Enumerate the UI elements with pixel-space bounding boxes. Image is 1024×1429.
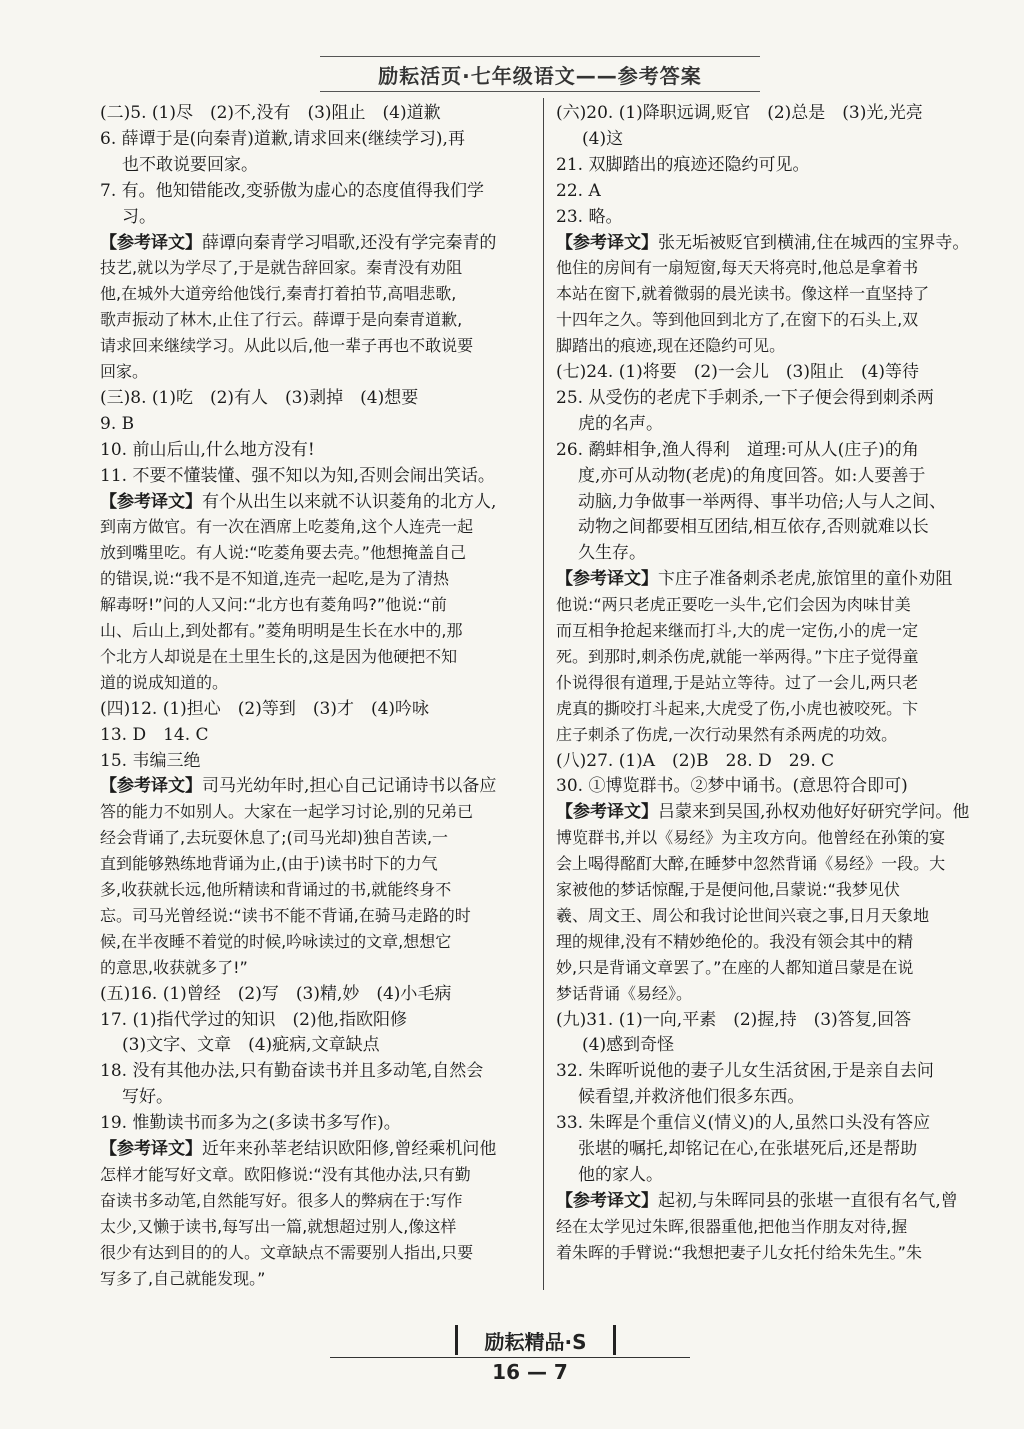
line-text: 33. 朱晖是个重信义(情义)的人,虽然口头没有答应 (556, 1113, 931, 1134)
line-text: 本站在窗下,就着微弱的晨光读书。像这样一直坚持了 (556, 284, 930, 304)
line-text: 的意思,收获就多了!” (100, 957, 248, 977)
line-text: 会上喝得酩酊大醉,在睡梦中忽然背诵《易经》一段。大 (556, 854, 946, 874)
line-text: 到南方做官。有一次在酒席上吃菱角,这个人连壳一起 (100, 517, 474, 537)
translation-tag: 【参考译文】 (100, 1139, 202, 1159)
line-text: 候看望,并救济他们很多东西。 (578, 1087, 805, 1108)
line-text: 庄子刺杀了伤虎,一次行动果然有杀两虎的功效。 (556, 724, 898, 744)
line-text: 山、后山上,到处都有。”菱角明明是生长在水中的,那 (100, 621, 463, 640)
line-text: 18. 没有其他办法,只有勤奋读书并且多动笔,自然会 (100, 1061, 484, 1082)
line-text: 薛谭向秦青学习唱歌,还没有学完秦青的 (202, 232, 497, 253)
line-text: 吕蒙来到吴国,孙权劝他好好研究学问。他 (658, 802, 970, 823)
line-text: 仆说得很有道理,于是站立等待。过了一会儿,两只老 (556, 672, 919, 692)
line-text: 道的说成知道的。 (100, 672, 229, 692)
line-text: 答的能力不如别人。大家在一起学习讨论,别的兄弟已 (100, 802, 474, 822)
text-line (100, 383, 418, 413)
line-text: 也不敢说要回家。 (122, 154, 258, 175)
translation-tag: 【参考译文】 (556, 1190, 658, 1211)
footer-brand (455, 1325, 616, 1355)
line-text: 候,在半夜睡不着觉的时候,吟咏读过的文章,想想它 (100, 931, 452, 951)
line-text: 25. 从受伤的老虎下手刺杀,一下子便会得到刺杀两 (556, 387, 934, 408)
text-line (100, 331, 473, 361)
line-text: 近年来孙莘老结识欧阳修,曾经乘机问他 (202, 1139, 497, 1159)
line-text: 他,在城外大道旁给他饯行,秦青打着拍节,高唱悲歌, (100, 284, 457, 304)
translation-tag: 【参考译文】 (100, 776, 202, 797)
line-text: 11. 不要不懂装懂、强不知以为知,否则会闹出笑话。 (100, 465, 495, 486)
line-text: 羲、周文王、周公和我讨论世间兴衰之事,日月天象地 (556, 905, 930, 925)
footer-divider (330, 1357, 690, 1358)
line-text: 奋读书多动笔,自然能写好。很多人的弊病在于:写作 (100, 1190, 463, 1210)
line-text: (八)27. (1)A (2)B 28. D 29. C (556, 750, 835, 771)
left-column (100, 98, 536, 1293)
line-text: (九)31. (1)一向,平素 (2)握,持 (3)答复,回答 (556, 1009, 912, 1030)
text-line (556, 1238, 922, 1268)
line-text: 经会背诵了,去玩耍休息了;(司马光却)独自苦读,一 (100, 828, 449, 848)
line-text: 太少,又懒于读书,每写出一篇,就想超过别人,像这样 (100, 1216, 457, 1236)
translation-tag: 【参考译文】 (100, 232, 202, 253)
line-text: 卞庄子准备刺杀老虎,旅馆里的童仆劝阻 (658, 569, 953, 590)
line-text: 他说:“两只老虎正要吃一头牛,它们会因为肉味甘美 (556, 595, 911, 615)
line-text: 6. 薛谭于是(向秦青)道歉,请求回来(继续学习),再 (100, 128, 465, 149)
header-title: 励耘活页·七年级语文——参考答案 (378, 63, 702, 88)
line-text: 7. 有。他知错能改,变骄傲为虚心的态度值得我们学 (100, 180, 485, 201)
line-text: (五)16. (1)曾经 (2)写 (3)精,妙 (4)小毛病 (100, 983, 452, 1004)
line-text: 很少有达到目的的人。文章缺点不需要别人指出,只要 (100, 1242, 474, 1262)
translation-tag: 【参考译文】 (556, 569, 658, 590)
line-text: 的错误,说:“我不是不知道,连壳一起吃,是为了清热 (100, 569, 449, 589)
line-text: 他住的房间有一扇短窗,每天天将亮时,他总是拿着书 (556, 258, 919, 278)
line-text: 怎样才能写好文章。欧阳修说:“没有其他办法,只有勤 (100, 1164, 471, 1184)
footer-brand-text: 励耘精品·S (484, 1329, 587, 1354)
line-text: (七)24. (1)将要 (2)一会儿 (3)阻止 (4)等待 (556, 362, 920, 382)
line-text: 15. 韦编三绝 (100, 750, 201, 771)
line-text: 21. 双脚踏出的痕迹还隐约可见。 (556, 154, 810, 175)
line-text: 请求回来继续学习。从此以后,他一辈子再也不敢说要 (100, 336, 474, 356)
line-text: 脚踏出的痕迹,现在还隐约可见。 (556, 336, 786, 356)
line-text: 技艺,就以为学尽了,于是就告辞回家。秦青没有劝阻 (100, 258, 463, 278)
line-text: 13. D 14. C (100, 724, 209, 745)
line-text: 30. ①博览群书。②梦中诵书。(意思符合即可) (556, 776, 908, 797)
line-text: 动脑,力争做事一举两得、事半功倍;人与人之间、 (578, 491, 947, 512)
line-text: (三)8. (1)吃 (2)有人 (3)剥掉 (4)想要 (100, 387, 419, 408)
line-text: 22. A (556, 180, 601, 201)
line-text: 忘。司马光曾经说:“读书不能不背诵,在骑马走路的时 (100, 905, 471, 925)
line-text: 梦话背诵《易经》。 (556, 983, 693, 1003)
column-divider (543, 98, 544, 1290)
line-text: (二)5. (1)尽 (2)不,没有 (3)阻止 (4)道歉 (100, 103, 441, 123)
line-text: 度,亦可从动物(老虎)的角度回答。如:人要善于 (578, 465, 926, 486)
line-text: 19. 惟勤读书而多为之(多读书多写作)。 (100, 1113, 401, 1134)
line-text: 9. B (100, 413, 135, 434)
line-text: 他的家人。 (578, 1164, 663, 1185)
line-text: 着朱晖的手臂说:“我想把妻子儿女托付给朱先生。”朱 (556, 1242, 922, 1262)
line-text: 习。 (122, 206, 156, 227)
line-text: 经在太学见过朱晖,很器重他,把他当作朋友对待,握 (556, 1216, 908, 1236)
line-text: 张无垢被贬官到横浦,住在城西的宝界寺。 (658, 232, 970, 253)
line-text: 回家。 (100, 362, 149, 381)
line-text: 多,收获就长远,他所精读和背诵过的书,就能终身不 (100, 880, 452, 899)
line-text: 虎的名声。 (578, 413, 663, 434)
line-text: 死。到那时,刺杀伤虎,就能一举两得。”卞庄子觉得童 (556, 646, 919, 666)
line-text: 23. 略。 (556, 206, 623, 227)
text-line (100, 176, 484, 206)
line-text: 张堪的嘱托,却铭记在心,在张堪死后,还是帮助 (578, 1139, 918, 1159)
line-text: 17. (1)指代学过的知识 (2)他,指欧阳修 (100, 1009, 408, 1030)
line-text: 理的规律,没有不精妙绝伦的。我没有领会其中的精 (556, 931, 914, 951)
line-text: 妙,只是背诵文章罢了。”在座的人都知道吕蒙是在说 (556, 957, 914, 977)
line-text: 动物之间都要相互团结,相互依存,否则就难以长 (578, 517, 929, 538)
line-text: (四)12. (1)担心 (2)等到 (3)才 (4)吟咏 (100, 698, 430, 719)
line-text: 写好。 (122, 1087, 173, 1108)
text-line (100, 1264, 265, 1294)
line-text: 26. 鹬蚌相争,渔人得利 道理:可从人(庄子)的角 (556, 439, 919, 460)
line-text: 司马光幼年时,担心自己记诵诗书以备应 (202, 776, 497, 797)
line-text: 个北方人却说是在土里生长的,这是因为他硬把不知 (100, 646, 458, 666)
line-text: 十四年之久。等到他回到北方了,在窗下的石头上,双 (556, 310, 919, 330)
line-text: 有个从出生以来就不认识菱角的北方人, (202, 491, 497, 512)
line-text: 32. 朱晖听说他的妻子儿女生活贫困,于是亲自去问 (556, 1061, 934, 1082)
line-text: 而互相争抢起来继而打斗,大的虎一定伤,小的虎一定 (556, 621, 919, 640)
line-text: 直到能够熟练地背诵为止,(由于)读书时下的力气 (100, 854, 438, 874)
line-text: 解毒呀!”问的人又问:“北方也有菱角吗?”他说:“前 (100, 595, 447, 615)
line-text: 10. 前山后山,什么地方没有! (100, 439, 315, 460)
line-text: 写多了,自己就能发现。” (100, 1268, 266, 1288)
line-text: (3)文字、文章 (4)疵病,文章缺点 (122, 1035, 380, 1056)
line-text: 久生存。 (578, 543, 646, 564)
translation-tag: 【参考译文】 (556, 802, 658, 823)
line-text: (4)感到奇怪 (582, 1035, 675, 1056)
line-text: 家被他的梦话惊醒,于是便问他,吕蒙说:“我梦见伏 (556, 880, 900, 899)
page-header (320, 56, 760, 92)
line-text: (六)20. (1)降职远调,贬官 (2)总是 (3)光,光亮 (556, 103, 923, 123)
line-text: 虎真的撕咬打斗起来,大虎受了伤,小虎也被咬死。卞 (556, 698, 919, 718)
translation-tag: 【参考译文】 (556, 232, 658, 253)
line-text: 放到嘴里吃。有人说:“吃菱角要去壳。”他想掩盖自己 (100, 543, 466, 563)
line-text: 博览群书,并以《易经》为主攻方向。他曾经在孙策的宴 (556, 828, 946, 848)
line-text: 起初,与朱晖同县的张堪一直很有名气,曾 (658, 1190, 958, 1211)
page-number: 16 — 7 (492, 1360, 568, 1384)
line-text: 歌声振动了林木,止住了行云。薛谭于是向秦青道歉, (100, 310, 463, 330)
line-text: (4)这 (582, 128, 624, 149)
right-column (556, 98, 974, 1293)
translation-tag: 【参考译文】 (100, 491, 202, 512)
